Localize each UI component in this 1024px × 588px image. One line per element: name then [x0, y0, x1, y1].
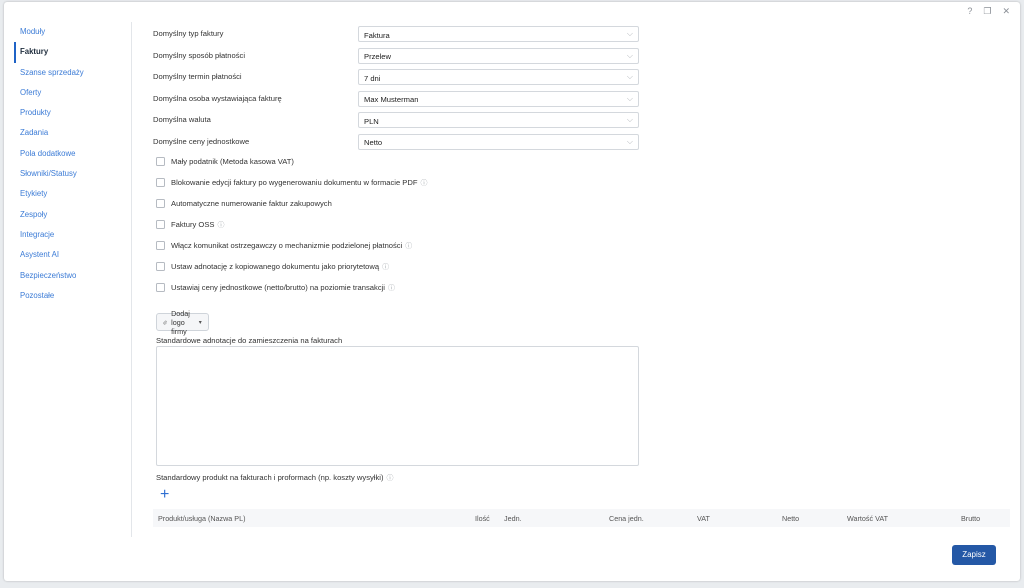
payment-method-select[interactable]	[358, 48, 639, 64]
sidebar-item-oferty[interactable]: Oferty	[20, 87, 42, 97]
select-value: Faktura	[364, 30, 390, 40]
column-header-unit-price: Cena jedn.	[609, 514, 644, 523]
add-product-icon[interactable]: +	[160, 486, 170, 503]
currency-select[interactable]	[358, 112, 639, 128]
checkbox-box[interactable]	[156, 241, 165, 250]
chevron-down-icon: ⌵	[626, 29, 633, 38]
checkbox-box[interactable]	[156, 157, 165, 166]
column-header-vat-value: Wartość VAT	[847, 514, 888, 523]
info-icon[interactable]: ⓘ	[405, 243, 413, 250]
info-icon[interactable]: ⓘ	[386, 475, 394, 482]
help-icon[interactable]: ?	[967, 6, 973, 16]
sidebar-item-pozostale[interactable]: Pozostałe	[20, 290, 55, 300]
add-logo-label: Dodaj logo firmy	[171, 308, 190, 336]
info-icon[interactable]: ⓘ	[420, 180, 428, 187]
column-header-product: Produkt/usługa (Nazwa PL)	[158, 514, 246, 523]
sidebar-divider	[131, 22, 132, 537]
checkbox-label-text: Włącz komunikat ostrzegawczy o mechanizmie podzielonej płatności	[171, 241, 403, 250]
close-icon[interactable]: ✕	[1002, 6, 1010, 16]
sidebar-item-integracje[interactable]: Integracje	[20, 229, 55, 239]
checkbox-box[interactable]	[156, 220, 165, 229]
select-value: 7 dni	[364, 73, 381, 83]
restore-window-icon[interactable]: ❐	[983, 6, 992, 16]
product-table-header	[153, 509, 1010, 527]
checkbox-box[interactable]	[156, 199, 165, 208]
settings-window	[4, 2, 1020, 581]
caret-down-icon: ▾	[198, 319, 202, 326]
add-logo-button[interactable]	[156, 308, 209, 336]
setting-label: Domyślne ceny jednostkowe	[153, 136, 250, 146]
sidebar-item-faktury[interactable]: Faktury	[14, 42, 134, 62]
unit-prices-select[interactable]	[358, 134, 639, 150]
paperclip-icon	[163, 318, 167, 327]
payment-term-select[interactable]	[358, 69, 639, 85]
column-header-unit: Jedn.	[504, 514, 522, 523]
save-button[interactable]: Zapisz	[952, 545, 996, 565]
window-controls	[967, 6, 1010, 16]
sidebar-item-pola-dodatkowe[interactable]: Pola dodatkowe	[20, 148, 76, 158]
sidebar-item-etykiety[interactable]: Etykiety	[20, 189, 48, 199]
setting-label: Domyślna waluta	[153, 115, 211, 124]
checkbox-label: Mały podatnik (Metoda kasowa VAT)	[171, 157, 294, 166]
sidebar-item-bezpieczenstwo[interactable]: Bezpieczeństwo	[20, 270, 77, 280]
checkbox-box[interactable]	[156, 178, 165, 187]
setting-label: Domyślny termin płatności	[153, 72, 242, 81]
annotations-textarea[interactable]	[156, 346, 639, 466]
checkbox-label-text: Faktury OSS	[171, 220, 215, 229]
checkbox-label-text: Ustaw adnotację z kopiowanego dokumentu jako priorytetową	[171, 262, 380, 271]
chevron-down-icon: ⌵	[626, 50, 633, 60]
issuer-select[interactable]	[358, 91, 639, 107]
checkbox-label	[171, 262, 389, 272]
setting-label: Domyślny sposób płatności	[153, 50, 246, 60]
select-value: PLN	[364, 116, 379, 126]
column-header-net: Netto	[782, 514, 800, 523]
checkbox-label	[171, 283, 395, 293]
sidebar-item-zespoly[interactable]: Zespoły	[20, 209, 48, 219]
settings-sidebar	[14, 22, 134, 306]
sidebar-item-slowniki-statusy[interactable]: Słowniki/Statusy	[20, 169, 77, 179]
default-product-label	[156, 473, 394, 483]
checkbox-label-text: Ustawiaj ceny jednostkowe (netto/brutto) na poziomie transakcji	[171, 283, 385, 292]
setting-label: Domyślny typ faktury	[153, 29, 224, 38]
column-header-vat: VAT	[697, 514, 710, 523]
sidebar-item-produkty[interactable]: Produkty	[20, 108, 51, 118]
chevron-down-icon: ⌵	[626, 136, 633, 146]
sidebar-item-szanse-sprzedazy[interactable]: Szanse sprzedaży	[20, 67, 84, 77]
chevron-down-icon: ⌵	[626, 115, 633, 124]
checkbox-label	[171, 241, 412, 251]
checkbox-box[interactable]	[156, 262, 165, 271]
invoice-type-select[interactable]	[358, 26, 639, 42]
sidebar-item-zadania[interactable]: Zadania	[20, 128, 49, 138]
column-header-quantity: Ilość	[475, 514, 490, 523]
chevron-down-icon: ⌵	[626, 72, 633, 81]
select-value: Przelew	[364, 52, 392, 61]
annotations-label: Standardowe adnotacje do zamieszczenia na fakturach	[156, 336, 343, 345]
sidebar-item-moduly[interactable]: Moduły	[20, 27, 46, 36]
info-icon[interactable]: ⓘ	[388, 285, 395, 292]
select-value: Max Musterman	[364, 95, 419, 104]
select-value: Netto	[364, 138, 383, 147]
checkbox-box[interactable]	[156, 283, 165, 292]
checkbox-label-text: Blokowanie edycji faktury po wygenerowaniu dokumentu w formacie PDF	[171, 178, 418, 187]
default-product-label-text: Standardowy produkt na fakturach i proformach (np. koszty wysyłki)	[156, 473, 384, 482]
checkbox-label	[171, 220, 224, 230]
column-header-gross: Brutto	[961, 514, 981, 523]
checkbox-label	[171, 178, 428, 188]
info-icon[interactable]: ⓘ	[382, 264, 390, 271]
chevron-down-icon: ⌵	[626, 93, 633, 103]
checkbox-label: Automatyczne numerowanie faktur zakupowych	[171, 199, 332, 208]
info-icon[interactable]: ⓘ	[217, 222, 225, 229]
sidebar-item-asystent-ai[interactable]: Asystent AI	[20, 250, 60, 260]
setting-label: Domyślna osoba wystawiająca fakturę	[153, 93, 282, 103]
